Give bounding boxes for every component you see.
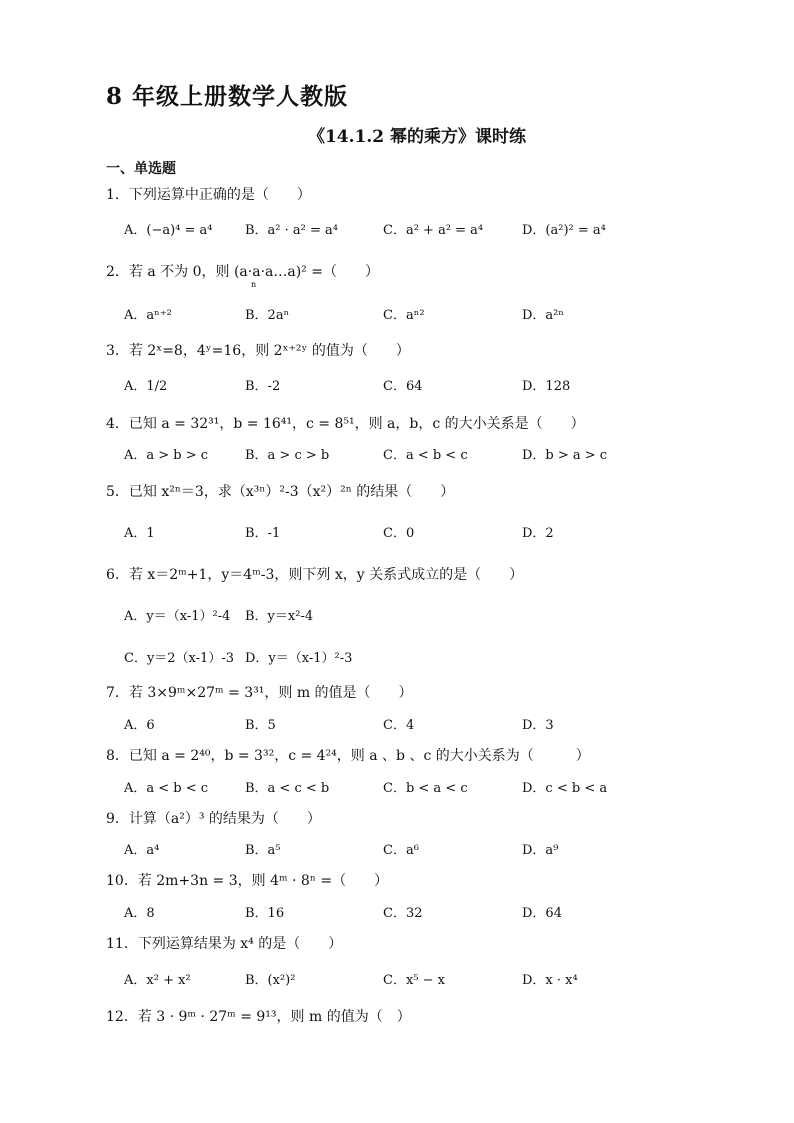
question-3-stem: 3．若 2ˣ=8，4ʸ=16，则 2ˣ⁺²ʸ 的值为（ ） xyxy=(106,343,410,359)
question-10-stem: 10．若 2m+3n = 3，则 4ᵐ · 8ⁿ =（ ） xyxy=(106,873,389,889)
question-8-option-b: B．a < c < b xyxy=(245,781,330,796)
question-2-option-b: B．2aⁿ xyxy=(245,308,290,323)
question-3-option-b: B．-2 xyxy=(245,379,281,394)
question-6-option-b: B．y＝x²-4 xyxy=(245,609,314,624)
question-7-option-d: D．3 xyxy=(522,718,554,733)
question-11-stem: 11．下列运算结果为 x⁴ 的是（ ） xyxy=(106,936,343,952)
question-6-option-d: D．y＝（x-1）²-3 xyxy=(245,651,353,666)
question-2-option-a: A．aⁿ⁺² xyxy=(124,308,172,323)
question-9-option-d: D．a⁹ xyxy=(522,843,559,858)
question-1-option-b: B．a² · a² = a⁴ xyxy=(245,223,338,238)
question-8-option-c: C．b < a < c xyxy=(383,781,468,796)
question-5-option-a: A．1 xyxy=(124,526,155,541)
question-2-stem: 2．若 a 不为 0，则 (a·a·a…a)² =（ ） xyxy=(106,264,379,280)
question-7-option-a: A．6 xyxy=(124,718,155,733)
question-9-stem: 9．计算（a²）³ 的结果为（ ） xyxy=(106,811,321,827)
question-4-stem: 4．已知 a = 32³¹，b = 16⁴¹，c = 8⁵¹，则 a，b，c 的大小关系是（ ） xyxy=(106,416,585,432)
question-1-option-a: A．(−a)⁴ = a⁴ xyxy=(124,223,213,238)
question-1-option-c: C．a² + a² = a⁴ xyxy=(383,223,484,238)
question-6-option-a: A．y＝（x-1）²-4 xyxy=(124,609,231,624)
question-9-option-a: A．a⁴ xyxy=(124,843,160,858)
question-2-option-c: C．aⁿ² xyxy=(383,308,425,323)
document-title: 8 年级上册数学人教版 xyxy=(106,83,349,110)
question-3-option-c: C．64 xyxy=(383,379,423,394)
question-8-option-d: D．c < b < a xyxy=(522,781,608,796)
question-10-option-c: C．32 xyxy=(383,906,423,921)
question-11-option-d: D．x · x⁴ xyxy=(522,973,578,988)
question-6-option-c: C．y＝2（x-1）-3 xyxy=(124,651,234,666)
question-5-option-b: B．-1 xyxy=(245,526,281,541)
question-4-option-a: A．a > b > c xyxy=(124,448,209,463)
question-11-option-a: A．x² + x² xyxy=(124,973,191,988)
question-10-option-b: B．16 xyxy=(245,906,285,921)
question-1-option-d: D．(a²)² = a⁴ xyxy=(522,223,606,238)
question-10-option-d: D．64 xyxy=(522,906,562,921)
question-11-option-b: B．(x²)² xyxy=(245,973,296,988)
question-6-stem: 6．若 x＝2ᵐ+1，y＝4ᵐ-3，则下列 x，y 关系式成立的是（ ） xyxy=(106,567,524,583)
question-4-option-c: C．a < b < c xyxy=(383,448,468,463)
question-12-stem: 12．若 3 · 9ᵐ · 27ᵐ = 9¹³，则 m 的值为（ ） xyxy=(106,1009,411,1025)
question-2-count-label: n xyxy=(251,280,257,289)
section-heading: 一、单选题 xyxy=(106,161,176,177)
question-9-option-c: C．a⁶ xyxy=(383,843,419,858)
question-8-option-a: A．a < b < c xyxy=(124,781,209,796)
question-5-stem: 5．已知 x²ⁿ＝3，求（x³ⁿ）²-3（x²）²ⁿ 的结果（ ） xyxy=(106,484,455,500)
question-4-option-b: B．a > c > b xyxy=(245,448,330,463)
question-3-option-a: A．1/2 xyxy=(124,379,168,394)
question-5-option-d: D．2 xyxy=(522,526,554,541)
question-10-option-a: A．8 xyxy=(124,906,155,921)
question-9-option-b: B．a⁵ xyxy=(245,843,281,858)
question-8-stem: 8．已知 a = 2⁴⁰，b = 3³²，c = 4²⁴，则 a 、b 、c 的大小关系为（ ） xyxy=(106,748,590,764)
lesson-subtitle: 《14.1.2 幂的乘方》课时练 xyxy=(307,127,527,147)
question-11-option-c: C．x⁵ − x xyxy=(383,973,445,988)
question-7-stem: 7．若 3×9ᵐ×27ᵐ = 3³¹，则 m 的值是（ ） xyxy=(106,685,413,701)
question-7-option-c: C．4 xyxy=(383,718,415,733)
question-4-option-d: D．b > a > c xyxy=(522,448,608,463)
question-5-option-c: C．0 xyxy=(383,526,415,541)
question-2-option-d: D．a²ⁿ xyxy=(522,308,565,323)
question-7-option-b: B．5 xyxy=(245,718,276,733)
question-3-option-d: D．128 xyxy=(522,379,571,394)
question-1-stem: 1．下列运算中正确的是（ ） xyxy=(106,187,311,203)
